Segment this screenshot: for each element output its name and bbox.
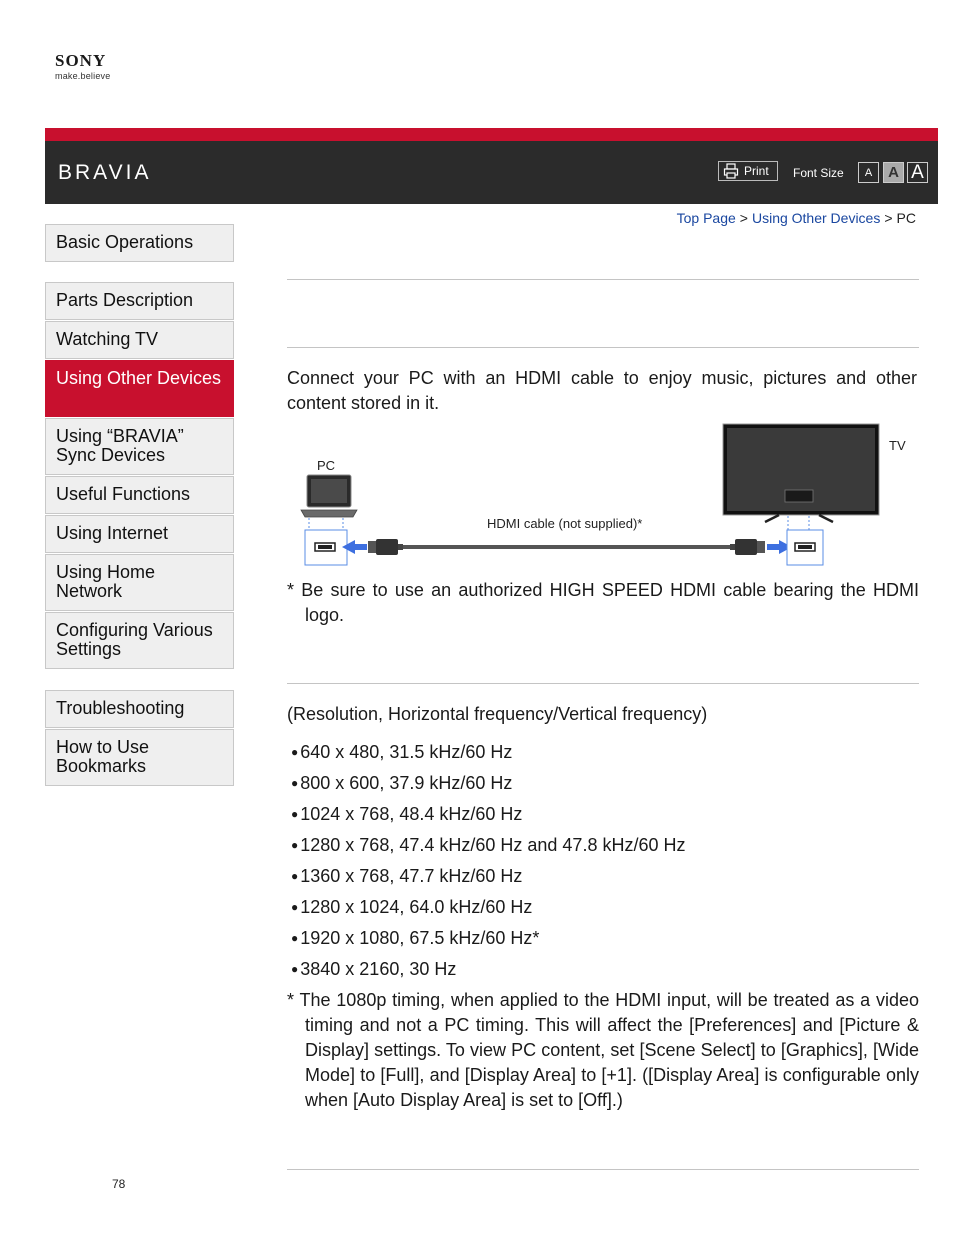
divider [287,683,919,684]
tv-icon [723,424,879,522]
printer-icon [723,163,739,179]
list-item: ● 1280 x 768, 47.4 kHz/60 Hz and 47.8 kHz/60 Hz [291,835,686,855]
timing-note: * The 1080p timing, when applied to the HDMI input, will be treated as a video timing and not a PC timing. This will affect the [Preferences] and [Picture & Display] settings. To view PC content, set [Scene Select] to [Graphics], [Wide Mode] to [Full], and [Display Area] to [+1]. ([Display Area] is configurable only when [Auto Display Area] is set to [Off].) [287,990,919,1110]
divider [287,1169,919,1170]
list-item: ● 640 x 480, 31.5 kHz/60 Hz [291,742,513,762]
header [45,141,938,204]
tv-label: TV [889,438,906,453]
pc-laptop-icon [301,475,357,517]
connection-diagram-svg [287,418,919,573]
breadcrumb-using-other-devices[interactable]: Using Other Devices [751,210,881,226]
signal-list [291,737,685,985]
print-button[interactable] [718,161,778,181]
sidebar-item-bravia-sync-devices[interactable]: Using “BRAVIA” Sync Devices [45,418,234,475]
font-size-small-button[interactable]: A [858,162,879,183]
sidebar-item-home-network[interactable]: Using Home Network [45,554,234,611]
sidebar-item-configuring-settings[interactable]: Configuring Various Settings [45,612,234,669]
cable-note: * Be sure to use an authorized HIGH SPEED HDMI cable bearing the HDMI logo. [287,580,919,625]
bravia-logo: BRAVIA [58,161,152,184]
tv-hdmi-port-icon [787,530,823,565]
font-size-medium-button[interactable]: A [883,162,904,183]
breadcrumb-top-page[interactable]: Top Page [676,210,736,226]
hdmi-connector-left-icon [368,539,403,555]
sidebar-item-parts-description[interactable]: Parts Description [45,282,234,320]
sony-wordmark: SONY [55,51,107,70]
sidebar-item-how-to-use-bookmarks[interactable]: How to Use Bookmarks [45,729,234,786]
breadcrumb [677,210,916,226]
sidebar-item-using-other-devices[interactable]: Using Other Devices [45,360,234,417]
hdmi-connector-right-icon [730,539,765,555]
cable-label: HDMI cable (not supplied)* [487,516,643,531]
sony-logo [55,52,110,81]
header-accent-bar [45,128,938,141]
divider [287,347,919,348]
page-number: 78 [112,1177,126,1191]
sidebar-item-basic-operations[interactable]: Basic Operations [45,224,234,262]
breadcrumb-separator: > [884,210,893,226]
list-item: ● 3840 x 2160, 30 Hz [291,959,457,979]
list-item: ● 800 x 600, 37.9 kHz/60 Hz [291,773,513,793]
font-size-large-button[interactable]: A [907,162,928,183]
sony-tagline: make.believe [55,71,111,81]
sidebar-item-using-internet[interactable]: Using Internet [45,515,234,553]
pc-label: PC [317,458,336,473]
sidebar-item-useful-functions[interactable]: Useful Functions [45,476,234,514]
pc-hdmi-port-icon [305,530,347,565]
divider [287,279,919,280]
font-size-label: Font Size [793,166,844,180]
pc-connection-diagram [287,418,919,573]
list-item: ● 1360 x 768, 47.7 kHz/60 Hz [291,866,523,886]
breadcrumb-current: PC [896,210,916,226]
print-label: Print [744,164,769,178]
list-item: ● 1920 x 1080, 67.5 kHz/60 Hz* [291,928,540,948]
sidebar-item-troubleshooting[interactable]: Troubleshooting [45,690,234,728]
breadcrumb-separator: > [739,210,748,226]
sidebar-item-watching-tv[interactable]: Watching TV [45,321,234,359]
list-item: ● 1280 x 1024, 64.0 kHz/60 Hz [291,897,533,917]
signal-heading: (Resolution, Horizontal frequency/Vertical frequency) [287,704,708,724]
intro-text: Connect your PC with an HDMI cable to enjoy music, pictures and other content stored in it. [287,368,917,413]
list-item: ● 1024 x 768, 48.4 kHz/60 Hz [291,804,523,824]
